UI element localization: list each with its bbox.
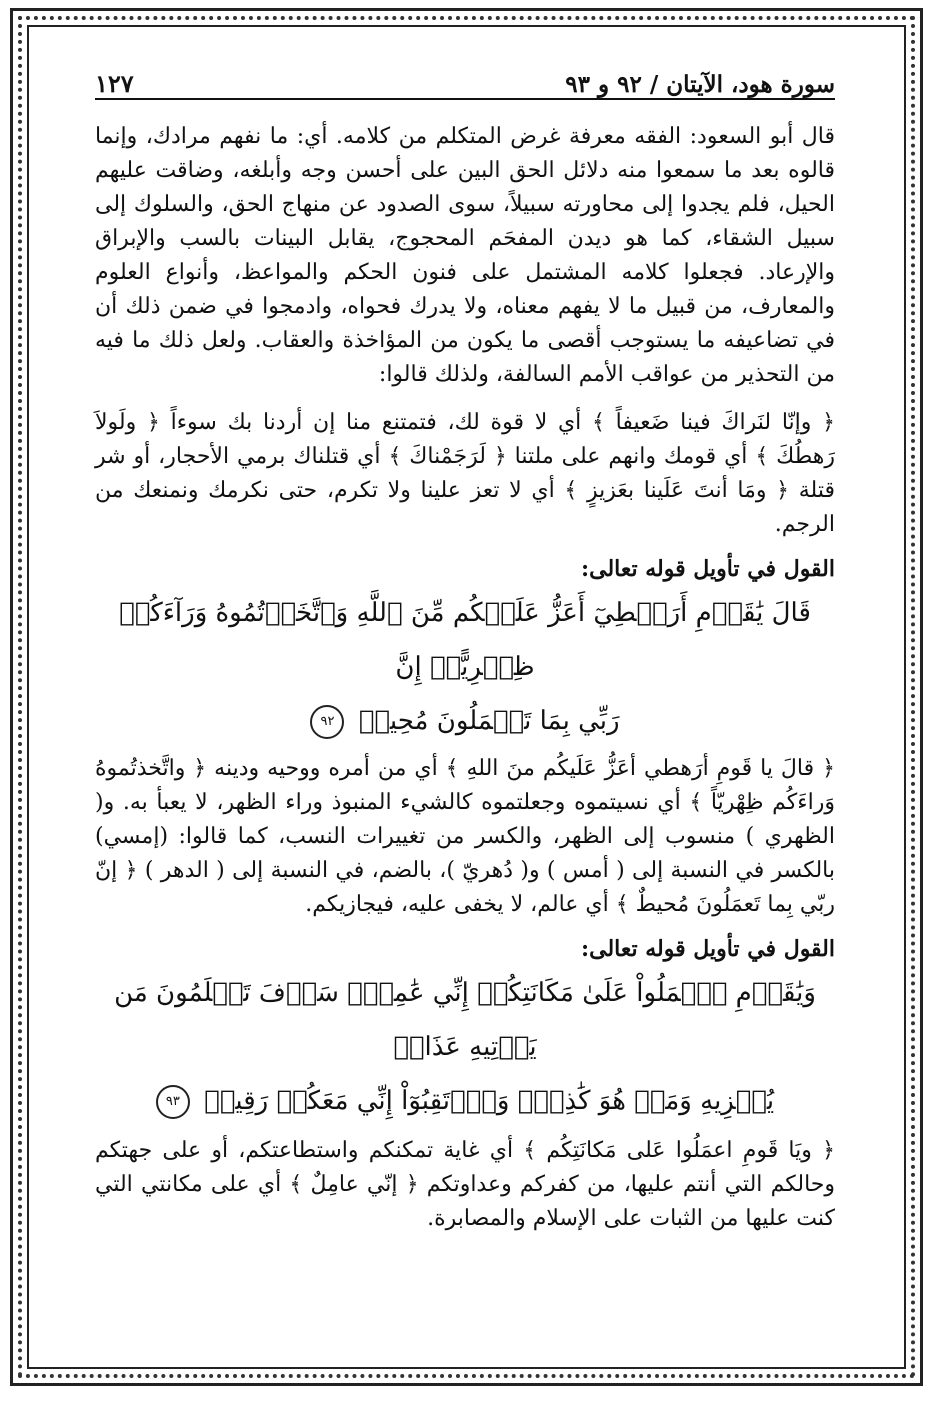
verse-92-line-1: قَالَ يَٰقَوۡمِ أَرَهۡطِيٓ أَعَزُّ عَلَيۡكُم مِّنَ ٱللَّهِ وَٱتَّخَذۡتُمُوهُ وَرَآءَكُمۡ ظِهۡرِيًّاۖ إِنَّ bbox=[119, 598, 811, 682]
verse-92-line-2 bbox=[95, 694, 835, 748]
verse-93-line-1: وَيَٰقَوۡمِ ٱعۡمَلُواْ عَلَىٰ مَكَانَتِكُمۡ إِنِّي عَٰمِلٞۖ سَوۡفَ تَعۡلَمُونَ مَن يَأۡتِيهِ عَذَابٞ bbox=[114, 978, 816, 1062]
page-number: ١٢٧ bbox=[95, 69, 134, 98]
paragraph-2: ﴿ وإنّا لنَراكَ فينا ضَعيفاً ﴾ أي لا قوة لك، فتمتنع منا إن أردنا بك سوءاً ﴿ ولَولاَ رَهطُكَ ﴾ أي قومك وانهم على ملتنا ﴿ لَرَجَمْناكَ ﴾ أي قتلناك برمي الأحجار، أو شر قتلة ﴿ ومَا أنتَ عَلَينا بعَزيزٍ ﴾ أي لا تعز علينا ولا تكرم، حتى نكرمك ونمنعك من الرجم. bbox=[95, 410, 835, 537]
paragraph-4: ﴿ ويَا قَومِ اعمَلُوا عَلى مَكانَتِكُم ﴾ أي غاية تمكنكم واستطاعتكم، أو على جهتكم وحالكم التي أنتم عليها، من كفركم وعداوتكم ﴿ إنّي عامِلٌ ﴾ أي على مكانتي التي كنت عليها من الثبات على الإسلام والمصابرة. bbox=[95, 1138, 835, 1231]
running-title: سورة هود، الآيتان / ٩٢ و ٩٣ bbox=[565, 71, 835, 98]
paragraph-1: قال أبو السعود: الفقه معرفة غرض المتكلم من كلامه. أي: ما نفهم مرادك، وإنما قالوه بعد ما سمعوا منه دلائل الحق البين على أحسن وجه وأبلغه، وضاقت عليهم الحيل، فلم يجدوا إلى محاورته سبيلاً، سوى الصدود عن منهاج الحق، والسلوك إلى سبيل الشقاء، كما هو ديدن المفحَم المحجوج، يقابل البينات بالسب والإبراق والإرعاد. فجعلوا كلامه المشتمل على فنون الحكم والمواعظ، وأنواع العلوم والمعارف، من قبيل ما لا يفهم معناه، ولا يدرك فحواه، وادمجوا في ضمن ذلك أن في تضاعيفه ما يستوجب أقصى ما يكون من المؤاخذة والعقاب. ولعل ذلك ما فيه من التحذير من عواقب الأمم السالفة، ولذلك قالوا: bbox=[95, 124, 836, 387]
book-page bbox=[95, 58, 835, 1358]
verse-number-92: ٩٢ bbox=[310, 705, 344, 739]
verse-92-text: رَبِّي بِمَا تَعۡمَلُونَ مُحِيطٞ bbox=[358, 706, 620, 736]
verse-number-93: ٩٣ bbox=[156, 1085, 190, 1119]
verse-93-text: يُخۡزِيهِ وَمَنۡ هُوَ كَٰذِبٞۖ وَٱرۡتَقِبُوٓاْ إِنِّي مَعَكُمۡ رَقِيبٞ bbox=[204, 1086, 775, 1116]
section-heading-2: القول في تأويل قوله تعالى: bbox=[581, 936, 835, 962]
verse-93-line-2 bbox=[95, 1074, 835, 1128]
paragraph-3: ﴿ قالَ يا قَومِ أرَهطي أعَزُّ عَلَيكُم منَ اللهِ ﴾ أي من أمره ووحيه ودينه ﴿ واتَّخذتُموهُ وَراءَكُم ظِهْريّاً ﴾ أي نسيتموه وجعلتموه كالشيء المنبوذ وراء الظهر، لا يعبأ به. و( الظهري ) منسوب إلى الظهر، والكسر من تغييرات النسب، كما قالوا: (إمسي) بالكسر في النسبة إلى ( أمس ) و( دُهريّ )، بالضم، في النسبة إلى ( الدهر ) ﴿ إنّ ربّي بِما تَعمَلُونَ مُحيطٌ ﴾ أي عالم، لا يخفى عليه، فيجازيكم. bbox=[95, 756, 835, 917]
page-header bbox=[95, 58, 835, 100]
section-heading-1: القول في تأويل قوله تعالى: bbox=[581, 556, 835, 582]
